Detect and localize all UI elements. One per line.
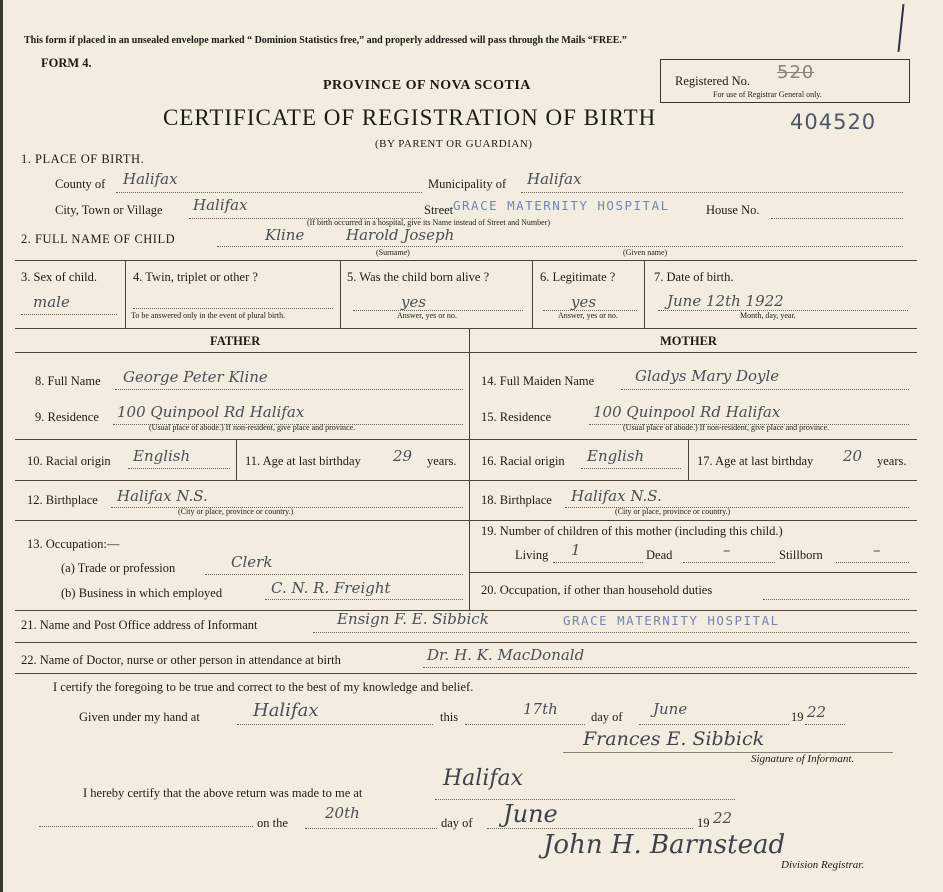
given-place: Halifax: [253, 700, 319, 721]
alive-note: Answer, yes or no.: [397, 311, 457, 320]
informant-label: 21. Name and Post Office address of Informant: [21, 618, 258, 632]
mother-race-label: 16. Racial origin: [481, 454, 565, 468]
year-prefix: 19: [791, 710, 804, 724]
child-surname: Kline: [265, 226, 305, 244]
street-note: (If birth occurred in a hospital, give its Name instead of Street and Number): [307, 218, 551, 227]
father-res-note: (Usual place of abode.) If non-resident, give place and province.: [149, 423, 356, 432]
father-age-label: 11. Age at last birthday: [245, 454, 361, 468]
date-value: June 12th 1922: [667, 292, 784, 310]
trade-value: Clerk: [231, 553, 273, 571]
father-age-value: 29: [393, 447, 413, 465]
legit-note: Answer, yes or no.: [558, 311, 618, 320]
mother-heading: MOTHER: [660, 334, 717, 348]
business-value: C. N. R. Freight: [271, 579, 391, 597]
living-label: Living: [515, 548, 549, 562]
mother-age-unit: years.: [877, 454, 907, 468]
father-heading: FATHER: [210, 334, 261, 348]
mother-res-value: 100 Quinpool Rd Halifax: [593, 403, 781, 421]
certificate-subtitle: (BY PARENT OR GUARDIAN): [375, 138, 533, 150]
doctor-label: 22. Name of Doctor, nurse or other person in attendance at birth: [21, 653, 341, 667]
alive-value: yes: [401, 293, 427, 311]
municipality-value: Halifax: [527, 170, 582, 188]
mother-bp-label: 18. Birthplace: [481, 493, 552, 507]
mother-name-value: Gladys Mary Doyle: [635, 367, 780, 385]
twin-note: To be answered only in the event of plural birth.: [131, 311, 286, 320]
father-race-label: 10. Racial origin: [27, 454, 111, 468]
pen-mark: [897, 4, 904, 52]
surname-note: (Surname): [376, 248, 410, 257]
registered-label: Registered No.: [675, 74, 750, 88]
mother-age-value: 20: [843, 447, 863, 465]
father-bp-label: 12. Birthplace: [27, 493, 98, 507]
given-note: (Given name): [623, 248, 668, 257]
certificate-number: 404520: [790, 110, 877, 134]
twin-label: 4. Twin, triplet or other ?: [133, 270, 258, 284]
father-bp-value: Halifax N.S.: [117, 487, 208, 505]
mother-bp-note: (City or place, province or country.): [615, 507, 731, 516]
form-number: FORM 4.: [41, 56, 92, 70]
registrar-day: 20th: [325, 804, 360, 822]
registered-note: For use of Registrar General only.: [713, 90, 822, 99]
street-label: Street: [424, 203, 454, 217]
this-label: this: [440, 710, 459, 724]
dead-value: –: [723, 541, 731, 559]
mail-notice: This form if placed in an unsealed envelope marked “ Dominion Statistics free,” and properly addressed will pass through the Mails “FREE.”: [24, 35, 627, 46]
father-race-value: English: [133, 447, 191, 465]
doctor-value: Dr. H. K. MacDonald: [427, 646, 585, 664]
registrar-signature: John H. Barnstead: [543, 830, 786, 860]
registrar-month: June: [503, 800, 558, 828]
house-label: House No.: [706, 203, 760, 217]
trade-label: (a) Trade or profession: [61, 561, 176, 575]
business-label: (b) Business in which employed: [61, 586, 223, 600]
stillborn-value: –: [873, 541, 881, 559]
sex-label: 3. Sex of child.: [21, 270, 98, 284]
registrar-signature-label: Division Registrar.: [781, 859, 865, 871]
father-name-label: 8. Full Name: [35, 374, 101, 388]
year-value: 22: [807, 703, 827, 721]
date-label: 7. Date of birth.: [654, 270, 734, 284]
registrar-dayof-label: day of: [441, 816, 473, 830]
mother-res-label: 15. Residence: [481, 410, 552, 424]
informant-signature: Frances E. Sibbick: [583, 728, 765, 750]
legit-label: 6. Legitimate ?: [540, 270, 616, 284]
informant-value: Ensign F. E. Sibbick: [337, 610, 489, 628]
legit-value: yes: [571, 293, 597, 311]
mother-occ-label: 20. Occupation, if other than household duties: [481, 583, 713, 597]
father-age-unit: years.: [427, 454, 457, 468]
mother-res-note: (Usual place of abode.) If non-resident, give place and province.: [623, 423, 830, 432]
street-stamp: GRACE MATERNITY HOSPITAL: [453, 198, 670, 213]
registrar-year-prefix: 19: [697, 816, 710, 830]
father-bp-note: (City or place, province or country.): [178, 507, 294, 516]
place-of-birth-heading: 1. PLACE OF BIRTH.: [21, 152, 145, 166]
child-given-name: Harold Joseph: [346, 226, 455, 244]
mother-age-label: 17. Age at last birthday: [697, 454, 814, 468]
alive-label: 5. Was the child born alive ?: [347, 270, 490, 284]
certify-text: I certify the foregoing to be true and correct to the best of my knowledge and belief.: [53, 680, 474, 694]
child-name-label: 2. FULL NAME OF CHILD: [21, 232, 176, 246]
city-label: City, Town or Village: [55, 203, 163, 217]
father-name-value: George Peter Kline: [123, 368, 268, 386]
mother-race-value: English: [587, 447, 645, 465]
registered-value: 520: [777, 62, 815, 83]
registrar-certify: I hereby certify that the above return was made to me at: [83, 786, 363, 800]
registered-box: [660, 59, 910, 103]
informant-signature-label: Signature of Informant.: [751, 753, 855, 765]
informant-stamp: GRACE MATERNITY HOSPITAL: [563, 613, 780, 628]
this-day: 17th: [523, 700, 558, 718]
date-note: Month, day, year.: [740, 311, 796, 320]
registrar-on-label: on the: [257, 816, 288, 830]
county-label: County of: [55, 177, 106, 191]
certificate-title: CERTIFICATE OF REGISTRATION OF BIRTH: [163, 105, 657, 130]
county-value: Halifax: [123, 170, 178, 188]
given-label: Given under my hand at: [79, 710, 200, 724]
registrar-year: 22: [713, 809, 733, 827]
mother-bp-value: Halifax N.S.: [571, 487, 662, 505]
city-value: Halifax: [193, 196, 248, 214]
father-res-label: 9. Residence: [35, 410, 99, 424]
father-res-value: 100 Quinpool Rd Halifax: [117, 403, 305, 421]
dead-label: Dead: [646, 548, 673, 562]
stillborn-label: Stillborn: [779, 548, 823, 562]
living-value: 1: [571, 541, 581, 559]
children-label: 19. Number of children of this mother (including this child.): [481, 524, 783, 538]
month-value: June: [653, 700, 688, 718]
dayof-label: day of: [591, 710, 623, 724]
father-occ-label: 13. Occupation:—: [27, 537, 120, 551]
registrar-place: Halifax: [443, 766, 524, 791]
municipality-label: Municipality of: [428, 177, 507, 191]
province-heading: PROVINCE OF NOVA SCOTIA: [323, 78, 531, 93]
sex-value: male: [33, 293, 70, 311]
mother-name-label: 14. Full Maiden Name: [481, 374, 595, 388]
